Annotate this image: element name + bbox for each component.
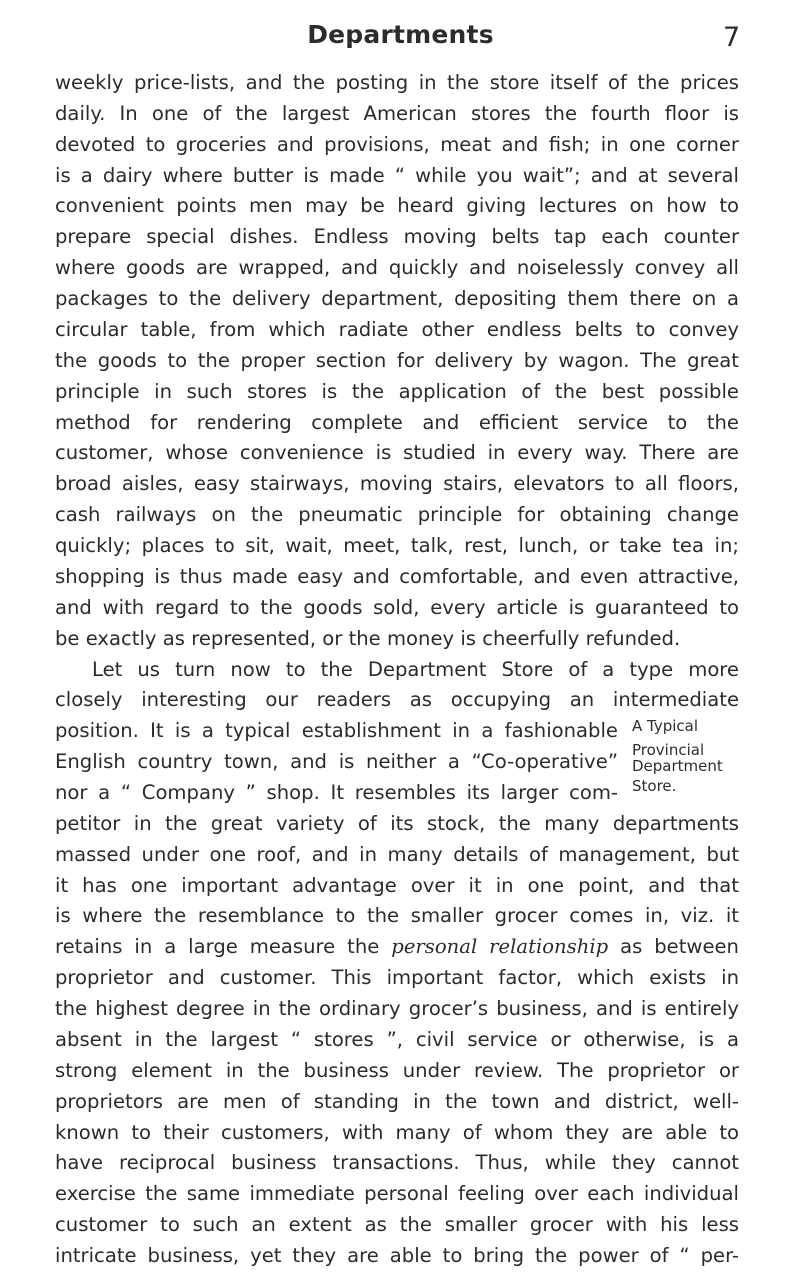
text-line: and with regard to the goods sold, every article is guaranteed to (55, 596, 739, 619)
text-line: is where the resemblance to the smaller grocer comes in, viz. it (55, 904, 739, 927)
text-line: devoted to groceries and provisions, meat and fish; in one corner (55, 133, 739, 156)
text-line: circular table, from which radiate other endless belts to convey (55, 318, 739, 341)
text-line: is a dairy where butter is made “ while you wait”; and at several (55, 164, 739, 187)
text-line: quickly; places to sit, wait, meet, talk, rest, lunch, or take tea in; (55, 534, 739, 557)
text-line: shopping is thus made easy and comfortable, and even attractive, (55, 565, 739, 588)
text-line: proprietors are men of standing in the town and district, well- (55, 1090, 739, 1113)
marginal-note-line: Department (632, 757, 723, 775)
text-line: English country town, and is neither a “Co-operative” (55, 750, 618, 773)
text-line: absent in the largest “ stores ”, civil service or otherwise, is a (55, 1028, 739, 1051)
text-line: convenient points men may be heard giving lectures on how to (55, 194, 739, 217)
text-line: exercise the same immediate personal feeling over each individual (55, 1182, 739, 1205)
text-line (55, 931, 739, 963)
text-line: nor a “ Company ” shop. It resembles its larger com- (55, 781, 618, 804)
text-line: have reciprocal business transactions. Thus, while they cannot (55, 1151, 739, 1174)
marginal-note-line: Store. (632, 777, 677, 795)
text-segment: retains in a large measure the (55, 935, 392, 958)
text-line: method for rendering complete and efficient service to the (55, 411, 739, 434)
text-line: Let us turn now to the Department Store of a type more (92, 658, 739, 681)
text-line: position. It is a typical establishment in a fashionable (55, 719, 618, 742)
text-line: packages to the delivery department, depositing them there on a (55, 287, 739, 310)
text-line: customer, whose convenience is studied in every way. There are (55, 441, 739, 464)
text-line: daily. In one of the largest American stores the fourth floor is (55, 102, 739, 125)
text-line: petitor in the great variety of its stock, the many departments (55, 812, 739, 835)
text-line: customer to such an extent as the smaller grocer with his less (55, 1213, 739, 1236)
text-line: prepare special dishes. Endless moving belts tap each counter (55, 225, 739, 248)
text-line: be exactly as represented, or the money is cheerfully refunded. (55, 627, 681, 650)
running-title: Departments (307, 20, 494, 49)
text-line: broad aisles, easy stairways, moving stairs, elevators to all floors, (55, 472, 739, 495)
text-line: principle in such stores is the application of the best possible (55, 380, 739, 403)
text-line: proprietor and customer. This important factor, which exists in (55, 966, 739, 989)
marginal-note-line: A Typical (632, 717, 699, 735)
italic-phrase: personal relationship (391, 935, 609, 958)
text-line: cash railways on the pneumatic principle for obtaining change (55, 503, 739, 526)
text-line: it has one important advantage over it in one point, and that (55, 874, 739, 897)
text-line: intricate business, yet they are able to bring the power of “ per- (55, 1244, 739, 1267)
text-line: where goods are wrapped, and quickly and noiselessly convey all (55, 256, 739, 279)
text-line: strong element in the business under review. The proprietor or (55, 1059, 739, 1082)
text-segment: as between (608, 935, 739, 958)
running-head (0, 20, 801, 54)
text-line: massed under one roof, and in many details of management, but (55, 843, 739, 866)
text-line: the goods to the proper section for delivery by wagon. The great (55, 349, 739, 372)
text-line: closely interesting our readers as occupying an intermediate (55, 688, 739, 711)
text-line: the highest degree in the ordinary grocer’s business, and is entirely (55, 997, 739, 1020)
page-number: 7 (723, 22, 741, 53)
text-line: known to their customers, with many of whom they are able to (55, 1121, 739, 1144)
text-line: weekly price-lists, and the posting in the store itself of the prices (55, 71, 739, 94)
marginal-note-line: Provincial (632, 741, 705, 759)
